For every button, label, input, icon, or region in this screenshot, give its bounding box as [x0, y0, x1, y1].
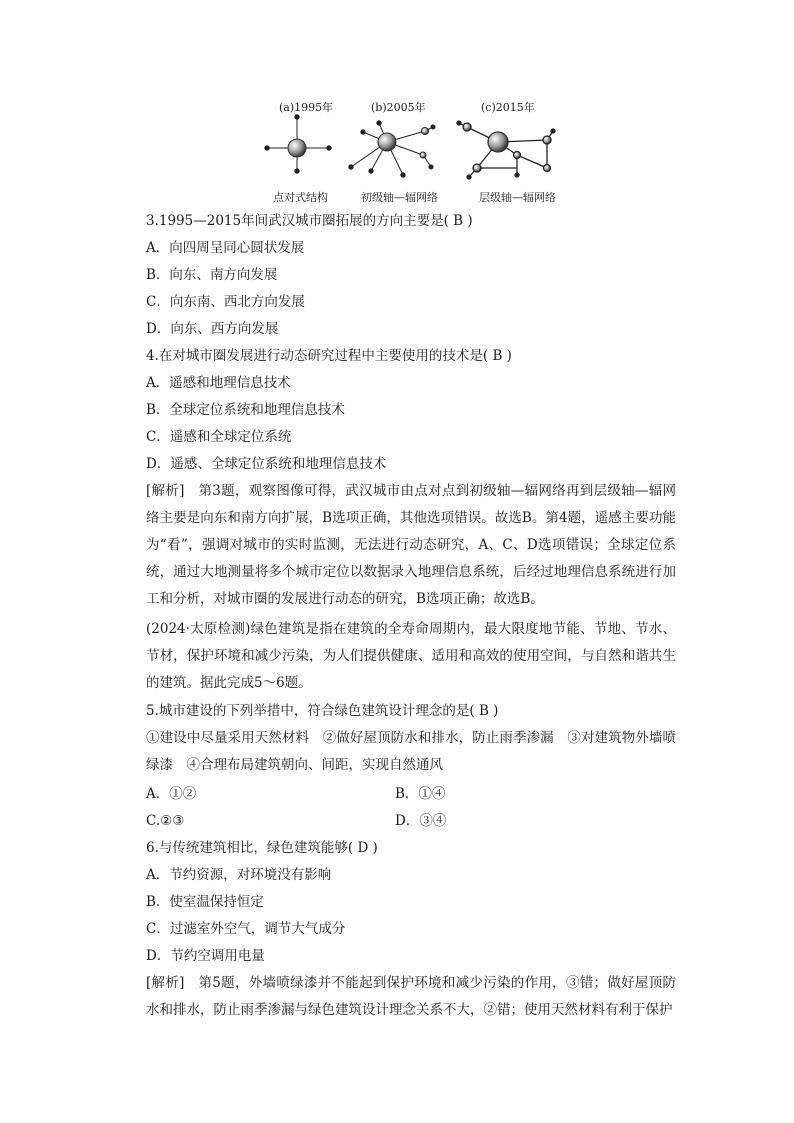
q5-option-b: B．①④: [395, 786, 446, 802]
caption-a: 点对式结构: [273, 191, 328, 204]
caption-b: 初级轴—辐网络: [361, 191, 438, 204]
q4-option-a: A．遥感和地理信息技术: [146, 375, 291, 391]
q5-stem: 5.城市建设的下列举措中，符合绿色建筑设计理念的是( B ): [146, 703, 499, 719]
q3-option-a: A．向四周呈同心圆状发展: [146, 240, 305, 256]
analysis-q3-q4: [解析] 第3题，观察图像可得，武汉城市由点对点到初级轴—辐网络再到层级轴—辐网络主要是向东和南方向扩展，B选项正确，其他选项错误。故选B。第4题，遥感主要功能为“看”，强调对城市的实时监测，无法进行动态研究，A、C、D选项错误；全球定位系统，通过大地测量将多个城市定位以数据录入地理信息系统，后经过地理信息系统进行加工和分析，对城市圈的发展进行动态的研究，B选项正确；故选B。: [146, 483, 676, 607]
city-network-figure: [255, 95, 560, 207]
analysis-q5: [解析] 第5题，外墙喷绿漆并不能起到保护环境和减少污染的作用，③错；做好屋顶防水和排水，防止雨季渗漏与绿色建筑设计理念关系不大，②错；使用天然材料有利于保护: [146, 975, 676, 1018]
q5-items: ①建设中尽量采用天然材料 ②做好屋顶防水和排水，防止雨季渗漏 ③对建筑物外墙喷绿漆 ④合理布局建筑朝向、间距，实现自然通风: [146, 730, 676, 773]
q6-stem: 6.与传统建筑相比，绿色建筑能够( D ): [146, 840, 378, 856]
q4-stem: 4.在对城市圈发展进行动态研究过程中主要使用的技术是( B ): [146, 348, 512, 364]
q4-option-d: D．遥感、全球定位系统和地理信息技术: [146, 456, 387, 472]
q4-option-b: B．全球定位系统和地理信息技术: [146, 402, 345, 418]
q3-option-b: B．向东、南方向发展: [146, 267, 278, 283]
q3-option-d: D．向东、西方向发展: [146, 321, 279, 337]
caption-c: 层级轴—辐网络: [479, 191, 556, 204]
q5-option-d: D．③④: [395, 813, 447, 829]
q5-option-a: A．①②: [146, 786, 197, 802]
diagram-c: [457, 121, 555, 179]
q6-option-b: B．使室温保持恒定: [146, 894, 264, 910]
q5-option-c: C.②③: [146, 813, 185, 829]
q4-option-c: C．遥感和全球定位系统: [146, 429, 292, 445]
label-a: (a)1995年: [279, 101, 334, 114]
q3-option-c: C．向东南、西北方向发展: [146, 294, 305, 310]
diagram-a: [265, 115, 331, 173]
material-intro: (2024·太原检测)绿色建筑是指在建筑的全寿命周期内，最大限度地节能、节地、节水、节材，保护环境和减少污染，为人们提供健康、适用和高效的使用空间，与自然和谐共生的建筑。据此完成5～6题。: [146, 621, 676, 691]
diagram-b: [349, 121, 435, 177]
label-b: (b)2005年: [371, 101, 426, 114]
q6-option-c: C．过滤室外空气，调节大气成分: [146, 921, 346, 937]
label-c: (c)2015年: [481, 101, 535, 114]
q3-stem: 3.1995—2015年间武汉城市圈拓展的方向主要是( B ): [146, 213, 473, 229]
q6-option-a: A．节约资源，对环境没有影响: [146, 867, 332, 883]
q6-option-d: D．节约空调用电量: [146, 948, 265, 964]
